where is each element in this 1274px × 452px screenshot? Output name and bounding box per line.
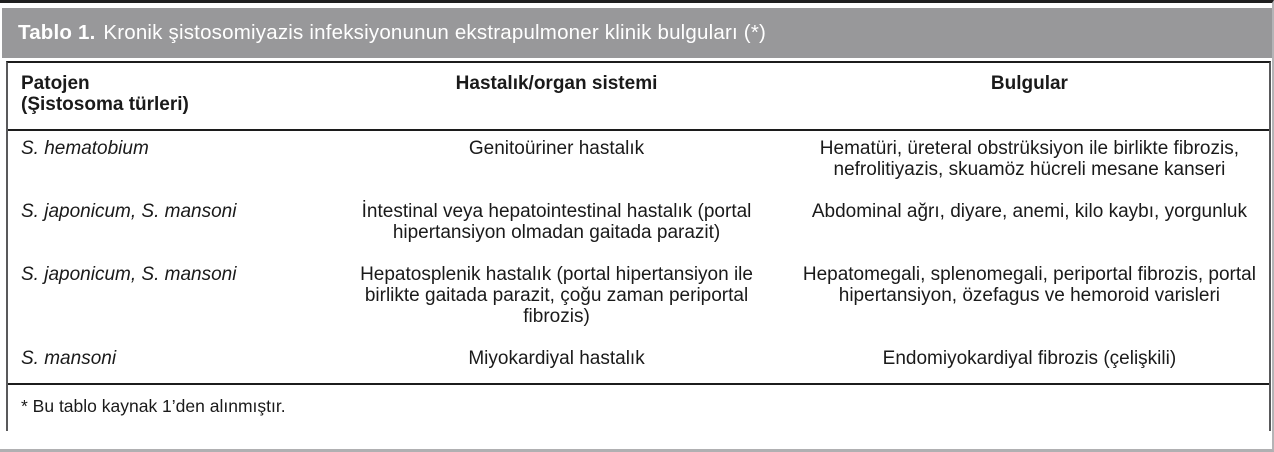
table-row	[8, 130, 1269, 194]
column-header-pathogen-line2: (Şistosoma türleri)	[21, 94, 189, 115]
clinical-findings-table	[8, 63, 1269, 383]
cell-findings: Hematüri, üreteral obstrüksiyon ile birlikte fibrozis, nefrolitiyazis, skuamöz hücreli mesane kanseri	[819, 138, 1240, 180]
cell-pathogen: S. hematobium	[21, 138, 149, 159]
table-row	[8, 194, 1269, 257]
cell-disease: İntestinal veya hepatointestinal hastalık (portal hipertansiyon olmadan gaitada parazit)	[361, 201, 752, 243]
cell-disease: Genitoüriner hastalık	[468, 138, 645, 159]
table-frame	[6, 61, 1271, 431]
cell-findings: Hepatomegali, splenomegali, periportal fibrozis, portal hipertansiyon, özefagus ve hemoroid varisleri	[802, 264, 1256, 306]
table-title-bar	[2, 8, 1272, 58]
table-title-text: Kronik şistosomiyazis infeksiyonunun ekstrapulmoner klinik bulguları (*)	[103, 21, 767, 44]
column-header-pathogen-line1: Patojen	[21, 73, 90, 94]
cell-pathogen: S. mansoni	[21, 348, 117, 369]
header-row	[8, 63, 1269, 130]
column-header-findings: Bulgular	[990, 73, 1068, 94]
table-row	[8, 341, 1269, 383]
cell-findings: Abdominal ağrı, diyare, anemi, kilo kaybı, yorgunluk	[811, 201, 1247, 222]
table-footnote: * Bu tablo kaynak 1’den alınmıştır.	[8, 383, 1269, 431]
cell-findings: Endomiyokardiyal fibrozis (çelişkili)	[882, 348, 1177, 369]
column-header-disease: Hastalık/organ sistemi	[455, 73, 658, 94]
cell-disease: Hepatosplenik hastalık (portal hipertansiyon ile birlikte gaitada parazit, çoğu zaman periportal fibrozis)	[360, 264, 753, 327]
table-row	[8, 257, 1269, 341]
cell-pathogen: S. japonicum, S. mansoni	[21, 201, 237, 222]
cell-disease: Miyokardiyal hastalık	[468, 348, 645, 369]
cell-pathogen: S. japonicum, S. mansoni	[21, 264, 237, 285]
column-header-pathogen	[8, 63, 323, 130]
table-number-label: Tablo 1.	[18, 21, 96, 44]
